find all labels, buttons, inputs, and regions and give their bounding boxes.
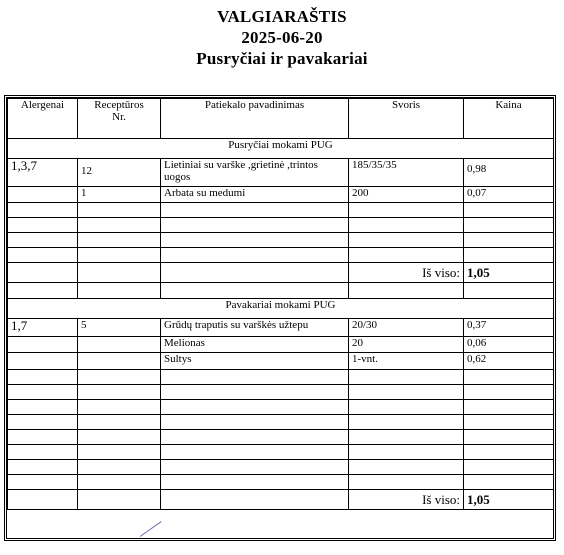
empty-cell <box>8 248 78 263</box>
empty-cell <box>349 218 464 233</box>
document-subtitle: Pusryčiai ir pavakariai <box>196 49 368 68</box>
table-row <box>8 460 554 475</box>
table-row <box>8 445 554 460</box>
empty-cell <box>464 445 554 460</box>
table-row <box>8 400 554 415</box>
empty-cell <box>349 460 464 475</box>
breakfast-total-label: Iš viso: <box>349 263 464 283</box>
table-row <box>8 370 554 385</box>
table-row <box>8 353 554 370</box>
empty-cell <box>161 475 349 490</box>
empty-cell <box>464 460 554 475</box>
header-weight: Svoris <box>349 99 464 139</box>
empty-cell <box>78 283 161 299</box>
price-cell: 0,37 <box>464 319 554 337</box>
empty-cell <box>349 430 464 445</box>
empty-cell <box>161 233 349 248</box>
empty-cell <box>161 385 349 400</box>
empty-cell <box>8 203 78 218</box>
empty-cell <box>78 415 161 430</box>
weight-cell: 1-vnt. <box>349 353 464 370</box>
snack-total-row <box>8 490 554 510</box>
header-price: Kaina <box>464 99 554 139</box>
table-row <box>8 248 554 263</box>
price-cell: 0,06 <box>464 337 554 353</box>
table-header-row <box>8 99 554 139</box>
empty-cell <box>349 248 464 263</box>
empty-cell <box>161 400 349 415</box>
document-header <box>0 6 564 69</box>
empty-cell <box>464 400 554 415</box>
empty-cell <box>78 263 161 283</box>
empty-cell <box>161 263 349 283</box>
empty-cell <box>349 400 464 415</box>
empty-cell <box>349 283 464 299</box>
snack-total-value: 1,05 <box>464 490 554 510</box>
recipe-no-cell: 1 <box>78 187 161 203</box>
empty-cell <box>161 218 349 233</box>
breakfast-section-row <box>8 139 554 159</box>
empty-cell <box>8 353 78 370</box>
empty-cell <box>8 233 78 248</box>
empty-cell <box>78 203 161 218</box>
empty-cell <box>161 415 349 430</box>
empty-cell <box>464 430 554 445</box>
empty-cell <box>161 248 349 263</box>
breakfast-section-title: Pusryčiai mokami PUG <box>8 139 554 159</box>
empty-cell <box>464 475 554 490</box>
empty-cell <box>8 283 78 299</box>
empty-cell <box>78 218 161 233</box>
header-allergens: Alergenai <box>8 99 78 139</box>
recipe-no-cell: 12 <box>78 159 161 187</box>
table-row <box>8 159 554 187</box>
dish-name-cell: Grūdų traputis su varškės užtepu <box>161 319 349 337</box>
empty-cell <box>8 415 78 430</box>
breakfast-total-value: 1,05 <box>464 263 554 283</box>
empty-cell <box>8 187 78 203</box>
empty-cell <box>8 430 78 445</box>
table-row <box>8 337 554 353</box>
empty-cell <box>78 248 161 263</box>
snack-section-row <box>8 299 554 319</box>
empty-cell <box>349 203 464 218</box>
empty-cell <box>8 445 78 460</box>
price-cell: 0,62 <box>464 353 554 370</box>
dish-name-cell: Melionas <box>161 337 349 353</box>
table-row <box>8 319 554 337</box>
dish-name-cell: Lietiniai su varške ,grietinė ,trintos uogos <box>161 159 349 187</box>
empty-cell <box>161 283 349 299</box>
empty-cell <box>8 385 78 400</box>
weight-cell: 200 <box>349 187 464 203</box>
weight-cell: 185/35/35 <box>349 159 464 187</box>
empty-cell <box>8 337 78 353</box>
snack-section-title: Pavakariai mokami PUG <box>8 299 554 319</box>
empty-cell <box>8 400 78 415</box>
empty-cell <box>8 263 78 283</box>
weight-cell: 20 <box>349 337 464 353</box>
empty-cell <box>349 370 464 385</box>
weight-cell: 20/30 <box>349 319 464 337</box>
empty-cell <box>464 203 554 218</box>
empty-cell <box>349 385 464 400</box>
empty-cell <box>161 203 349 218</box>
table-row <box>8 283 554 299</box>
empty-cell <box>78 370 161 385</box>
empty-cell <box>8 218 78 233</box>
snack-total-label: Iš viso: <box>349 490 464 510</box>
empty-cell <box>464 248 554 263</box>
table-row <box>8 187 554 203</box>
table-row <box>8 475 554 490</box>
table-row <box>8 233 554 248</box>
menu-table <box>7 98 554 510</box>
recipe-no-cell <box>78 353 161 370</box>
snack-allergens: 1,7 <box>8 319 78 337</box>
empty-cell <box>464 283 554 299</box>
empty-cell <box>78 430 161 445</box>
dish-name-cell: Sultys <box>161 353 349 370</box>
table-row <box>8 385 554 400</box>
empty-cell <box>161 490 349 510</box>
document-title: VALGIARAŠTIS <box>217 7 347 26</box>
empty-cell <box>161 370 349 385</box>
header-recipe-no <box>78 99 161 139</box>
recipe-no-cell <box>78 337 161 353</box>
recipe-no-cell: 5 <box>78 319 161 337</box>
empty-cell <box>161 460 349 475</box>
table-row <box>8 218 554 233</box>
empty-cell <box>78 475 161 490</box>
empty-cell <box>78 445 161 460</box>
empty-cell <box>78 460 161 475</box>
empty-cell <box>78 385 161 400</box>
header-dish-name: Patiekalo pavadinimas <box>161 99 349 139</box>
empty-cell <box>8 475 78 490</box>
header-recipe-no-line1: Receptūros <box>94 99 144 111</box>
empty-cell <box>349 415 464 430</box>
empty-cell <box>161 430 349 445</box>
empty-cell <box>8 490 78 510</box>
header-recipe-no-line2: Nr. <box>112 111 126 123</box>
empty-cell <box>464 370 554 385</box>
empty-cell <box>464 385 554 400</box>
empty-cell <box>464 218 554 233</box>
empty-cell <box>78 490 161 510</box>
empty-cell <box>464 415 554 430</box>
empty-cell <box>8 460 78 475</box>
table-row <box>8 430 554 445</box>
table-row <box>8 415 554 430</box>
price-cell: 0,07 <box>464 187 554 203</box>
empty-cell <box>349 475 464 490</box>
empty-cell <box>8 370 78 385</box>
price-cell: 0,98 <box>464 159 554 187</box>
empty-cell <box>78 233 161 248</box>
document-date: 2025-06-20 <box>241 28 323 47</box>
table-row <box>8 203 554 218</box>
empty-cell <box>349 445 464 460</box>
dish-name-cell: Arbata su medumi <box>161 187 349 203</box>
empty-cell <box>464 233 554 248</box>
breakfast-allergens: 1,3,7 <box>8 159 78 187</box>
empty-cell <box>78 400 161 415</box>
empty-cell <box>161 445 349 460</box>
breakfast-total-row <box>8 263 554 283</box>
empty-cell <box>349 233 464 248</box>
